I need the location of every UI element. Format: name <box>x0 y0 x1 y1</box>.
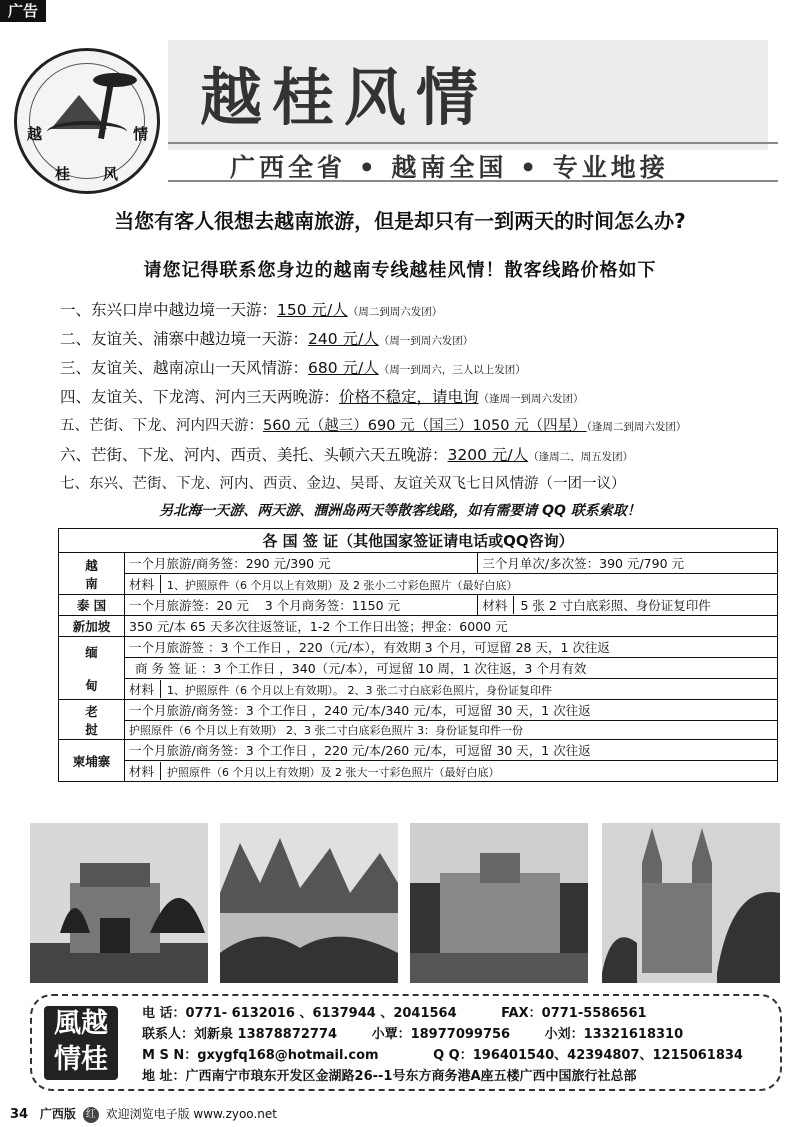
country-laos: 老 挝 <box>59 700 125 740</box>
sub-headline: 请您记得联系您身边的越南专线越桂风情！散客线路价格如下 <box>143 260 657 281</box>
photo-cathedral <box>602 823 780 983</box>
country-singapore: 新加坡 <box>59 616 125 637</box>
contact-logo: 風越 情桂 <box>44 1006 118 1080</box>
logo-char: 越 <box>27 125 43 143</box>
visa-table-header: 各 国 签 证（其他国家签证请电话或QQ咨询） <box>59 529 778 553</box>
brand-subtitle: 广西全省 • 越南全国 • 专业地接 <box>230 153 669 182</box>
visa-table <box>58 528 778 782</box>
contact-person-row: 联系人：刘新泉 13878872774 小覃：18977099756 小刘：13321618310 <box>142 1027 684 1042</box>
fax-number[interactable]: 0771-5586561 <box>541 1006 647 1021</box>
visa-cell: 材料 5 张 2 寸白底彩照、身份证复印件 <box>478 595 778 616</box>
photo-palace <box>410 823 588 983</box>
country-myanmar: 缅 甸 <box>59 637 125 700</box>
visa-cell: 一个月旅游签 ：3 个工作日 ，220（元/本），有效期 3 个月，可逗留 28 天，1 次往返 <box>125 637 778 658</box>
headline: 当您有客人很想去越南旅游，但是却只有一到两天的时间怎么办? <box>114 209 686 233</box>
route-item: 三、友谊关、越南凉山一天风情游：680 元/人（周一到周六，三人以上发团） <box>60 359 526 377</box>
photo-strip <box>30 823 780 983</box>
contact-address-row: 地 址：广西南宁市琅东开发区金湖路26--1号东方商务港A座五楼广西中国旅行社总部 <box>142 1069 637 1084</box>
route-item: 七、东兴、芒街、下龙、河内、西贡、金边、吴哥、友谊关双飞七日风情游（一团一议） <box>60 476 626 492</box>
visa-cell: 材料 1、护照原件（6 个月以上有效期）。 2、3 张二寸白底彩色照片，身份证复印件 <box>125 679 778 700</box>
ad-tag: 广告 <box>0 0 46 22</box>
contact-person[interactable]: 18977099756 <box>410 1027 511 1042</box>
visa-cell: 护照原件（6 个月以上有效期） 2、3 张二寸白底彩色照片 3：身份证复印件一份 <box>125 721 778 740</box>
contact-person[interactable]: 刘新泉 13878872774 <box>194 1027 338 1042</box>
route-list <box>60 296 800 499</box>
badge-icon: 红 <box>83 1107 99 1123</box>
country-thailand: 泰 国 <box>59 595 125 616</box>
visa-cell: 一个月旅游签：20 元 3 个月商务签：1150 元 <box>125 595 478 616</box>
logo-char: 情 <box>133 125 149 143</box>
logo-char: 风 <box>103 165 119 183</box>
contact-person[interactable]: 13321618310 <box>583 1027 684 1042</box>
visa-cell: 350 元/本 65 天多次往返签证，1-2 个工作日出签；押金：6000 元 <box>125 616 778 637</box>
logo-char: 桂 <box>55 165 71 183</box>
photo-friendship-pass <box>30 823 208 983</box>
visa-cell: 材料 护照原件（6 个月以上有效期）及 2 张大一寸彩色照片（最好白底） <box>125 761 778 782</box>
route-item: 二、友谊关、浦寨中越边境一天游：240 元/人（周一到周六发团） <box>60 330 474 348</box>
brand-title: 越桂风情 <box>200 61 489 134</box>
page-number: 34 <box>10 1107 29 1122</box>
company-logo <box>14 48 160 194</box>
country-vietnam: 越 南 <box>59 553 125 595</box>
route-item: 五、芒街、下龙、河内四天游：560 元（越三）690 元（国三）1050 元（四星）（逢周二到周六发团） <box>60 418 687 434</box>
route-item: 一、东兴口岸中越边境一天游：150 元/人（周二到周六发团） <box>60 301 443 319</box>
visa-cell: 一个月旅游/商务签：3 个工作日 ，240 元/本/340 元/本，可逗留 30 天，1 次往返 <box>125 700 778 721</box>
contact-im-row: M S N：gxygfq168@hotmail.com Q Q：196401540、42394807、1215061834 <box>142 1048 743 1063</box>
contact-phone-row: 电 话：0771- 6132016 、6137944 、2041564 FAX：0771-5586561 <box>142 1006 647 1021</box>
msn-address[interactable]: gxygfq168@hotmail.com <box>197 1048 379 1063</box>
address: 广西南宁市琅东开发区金湖路26--1号东方商务港A座五楼广西中国旅行社总部 <box>185 1069 637 1084</box>
visa-cell: 一个月旅游/商务签：290 元/390 元 <box>125 553 478 574</box>
visa-cell: 一个月旅游/商务签：3 个工作日 ，220 元/本/260 元/本，可逗留 30 天，1 次往返 <box>125 740 778 761</box>
visa-cell: 商 务 签 证 ：3 个工作日 ，340（元/本），可逗留 10 周，1 次往返，3 个月有效 <box>125 658 778 679</box>
visa-cell: 材料 1、护照原件（6 个月以上有效期）及 2 张小二寸彩色照片（最好白底） <box>125 574 778 595</box>
extra-routes-note: 另北海一天游、两天游、涠洲岛两天等散客线路，如有需要请 QQ 联系索取！ <box>159 503 641 519</box>
footer-link[interactable]: 欢迎浏览电子版 www.zyoo.net <box>105 1107 277 1121</box>
route-item: 六、芒街、下龙、河内、西贡、美托、头顿六天五晚游：3200 元/人（逢周二、周五发团） <box>60 446 634 464</box>
photo-halong-bay <box>220 823 398 983</box>
edition-label: 广西版 <box>39 1107 76 1121</box>
qq-number[interactable]: 196401540、42394807、1215061834 <box>472 1048 743 1063</box>
route-item: 四、友谊关、下龙湾、河内三天两晚游：价格不稳定，请电询（逢周一到周六发团） <box>60 388 584 406</box>
page-footer <box>10 1104 790 1124</box>
country-cambodia: 柬埔寨 <box>59 740 125 782</box>
contact-box <box>30 994 782 1091</box>
phone-number[interactable]: 0771- 6132016 、6137944 、2041564 <box>185 1006 457 1021</box>
visa-cell: 三个月单次/多次签：390 元/790 元 <box>478 553 778 574</box>
